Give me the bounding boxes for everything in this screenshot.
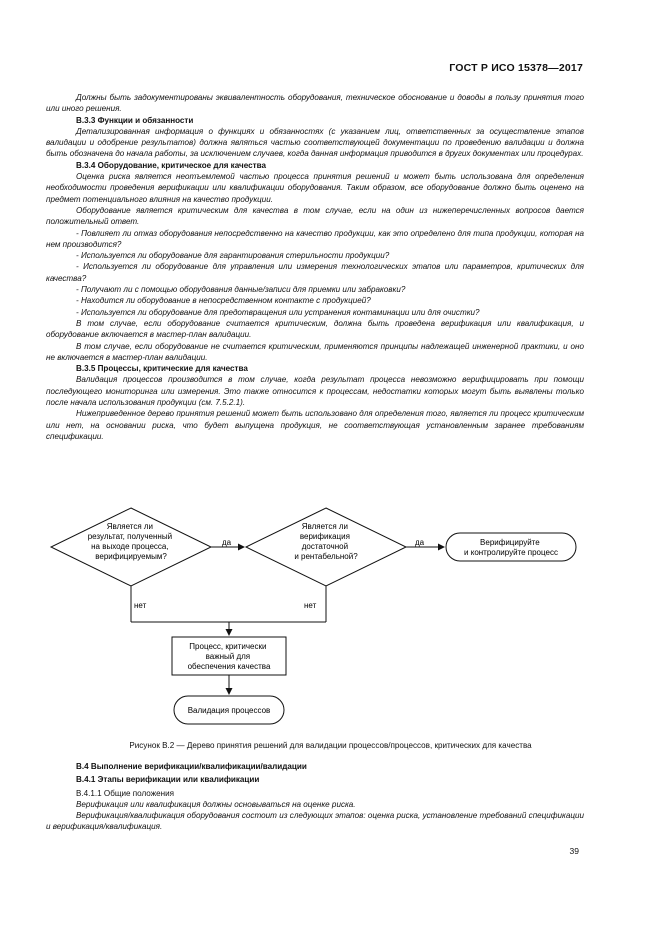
yes-label-1: да <box>222 538 232 547</box>
section-heading: B.3.3 Функции и обязанности <box>76 115 194 125</box>
paragraph: Должны быть задокументированы эквивалентность оборудования, техническое обоснование и доводы в пользу принятия того или иного решения. <box>46 93 584 114</box>
no-label-1: нет <box>134 601 147 610</box>
section-heading: B.4.1 Этапы верификации или квалификации <box>76 775 260 785</box>
diamond-2-label: Является ли верификация достаточной и рентабельной? <box>294 522 358 561</box>
paragraph: Детализированная информация о функциях и обязанностях (с указанием лиц, ответственных за осуществление этапов валидации и одобрение результатов) должна являться частью соответствующей документации по проведению валидации и должна быть обозначена до начала работы, за исключением случаев, когда данная информация приводится в других документах или процедурах. <box>46 126 584 159</box>
section-heading: B.3.4 Оборудование, критическое для качества <box>76 160 266 170</box>
diamond-1-label: Является ли результат, полученный на выходе процесса, верифицируемым? <box>87 522 173 561</box>
section-heading: B.3.5 Процессы, критические для качества <box>76 364 248 374</box>
paragraph: Верификация или квалификация должны основываться на оценке риска. <box>76 799 356 809</box>
section-heading: B.4 Выполнение верификации/квалификации/валидации <box>76 762 307 771</box>
body-text <box>46 92 584 442</box>
document-header: ГОСТ Р ИСО 15378—2017 <box>449 62 583 74</box>
terminal-verify-label: Верифицируйте и контролируйте процесс <box>464 538 558 557</box>
list-item: - Используется ли оборудование для управления или измерения технологических этапов или параметров, критических для качества? <box>46 262 584 283</box>
paragraph: Верификация/квалификация оборудования состоит из следующих этапов: оценка риска, установление требований спецификации и верификация/квалификация. <box>46 811 584 832</box>
paragraph: Оборудование является критическим для качества в том случае, если на один из нижеперечисленных вопросов дается положительный ответ. <box>46 205 584 227</box>
list-item: - Используется ли оборудование для предотвращения или устранения контаминации или для очистки? <box>76 307 480 317</box>
list-item: - Используется ли оборудование для гарантирования стерильности продукции? <box>76 251 390 261</box>
subsection-heading: B.4.1.1 Общие положения <box>76 788 174 798</box>
list-item: - Повлияет ли отказ оборудования непосредственно на качество продукции, как это определено для типа продукции, которая на нем производится? <box>46 228 584 249</box>
paragraph: В том случае, если оборудование не считается критическим, применяются принципы надлежащей инженерной практики, и оно не включается в мастер-план валидации. <box>46 341 584 362</box>
page-number: 39 <box>569 846 579 856</box>
decision-tree-diagram <box>0 490 661 740</box>
paragraph: В том случае, если оборудование считается критическим, должна быть проведена верификация или квалификация, и оборудование включается в мастер-план валидации. <box>46 318 584 340</box>
figure-caption: Рисунок B.2 — Дерево принятия решений для валидации процессов/процессов, критических для качества <box>129 741 532 750</box>
paragraph: Валидация процессов производится в том случае, когда результат процесса невозможно верифицировать при помощи последующего мониторинга или измерения. Это также относится к процессам, недостатки которых могут быть выявлены только после начала использования продукции (см. 7.5.2.1). <box>46 375 584 408</box>
list-item: - Находится ли оборудование в непосредственном контакте с продукцией? <box>76 296 371 306</box>
terminal-validation-label: Валидация процессов <box>187 706 271 715</box>
yes-label-2: да <box>415 538 425 547</box>
lower-text <box>46 761 584 833</box>
list-item: - Получают ли с помощью оборудования данные/записи для приемки или забраковки? <box>76 285 406 295</box>
paragraph: Нижеприведенное дерево принятия решений может быть использовано для определения того, является ли процесс критическим или нет, на основании риска, что будет выпущена продукция, не соответствующая установленным заранее требованиям спецификации. <box>46 409 584 441</box>
no-label-2: нет <box>304 601 317 610</box>
process-critical-label: Процесс, критически важный для обеспечения качества <box>187 642 271 671</box>
paragraph: Оценка риска является неотъемлемой частью процесса принятия решений и может быть использована для определения необходимости проведения верификации или квалификации оборудования. Таким образом, все оборудование должно быть оценено на предмет потенциального влияния на качество продукции. <box>46 172 584 204</box>
